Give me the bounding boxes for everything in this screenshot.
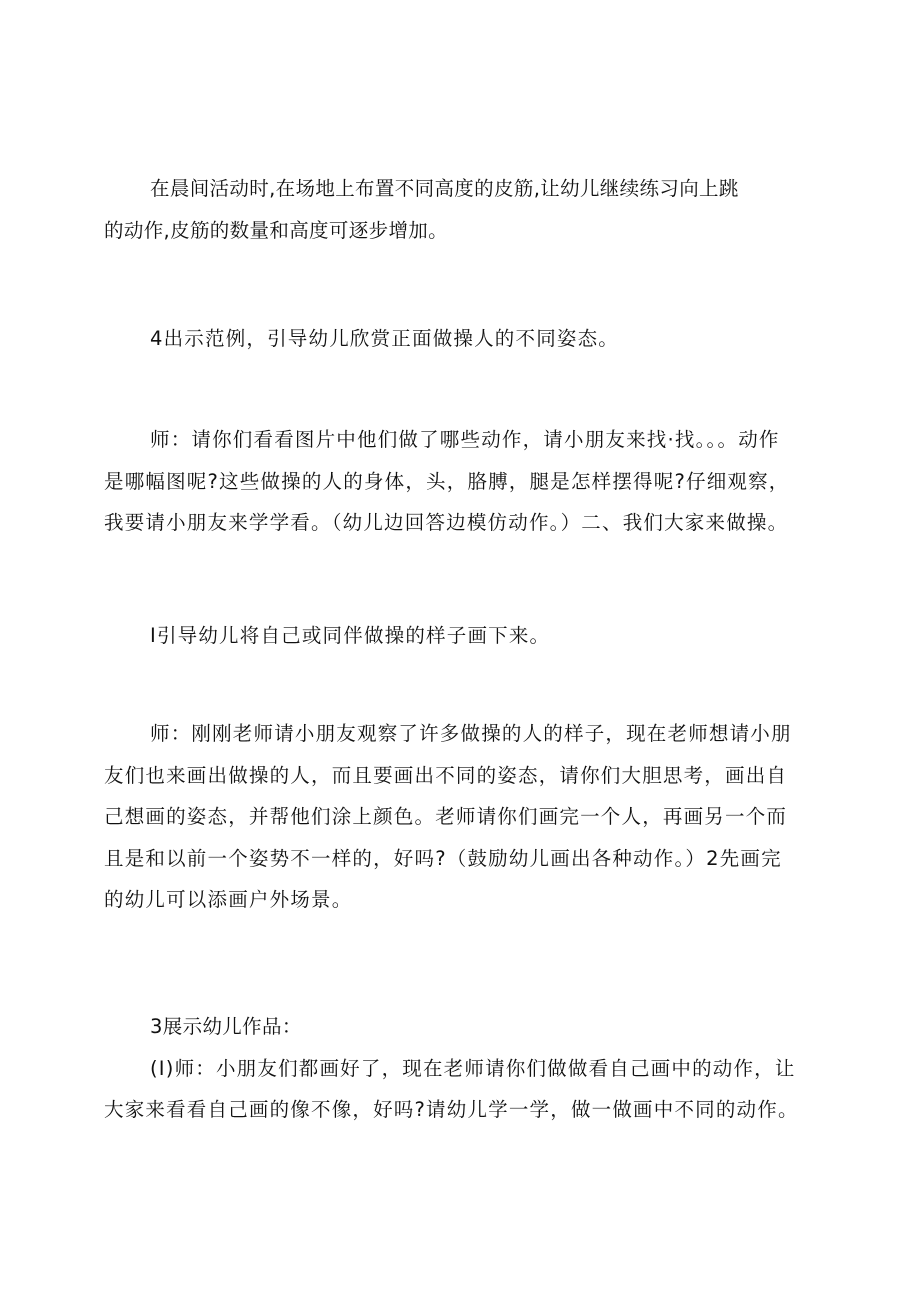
paragraph-morning-activity [104, 168, 822, 251]
text-line: 且是和以前一个姿势不一样的，好吗?（鼓励幼儿画出各种动作。）2先画完 [104, 846, 782, 870]
paragraph-step-1-draw [104, 615, 822, 657]
text-line: 是哪幅图呢?这些做操的人的身体，头，胳膊，腿是怎样摆得呢?仔细观察， [104, 469, 790, 493]
text-line: (I)师：小朋友们都画好了，现在老师请你们做做看自己画中的动作，让 [150, 1056, 796, 1080]
text-line: 的动作,皮筋的数量和高度可逐步增加。 [104, 218, 448, 242]
paragraph-teacher-draw-instructions [104, 713, 822, 921]
paragraph-teacher-look-at-pictures [104, 419, 822, 544]
text-line: 3展示幼儿作品： [150, 1015, 302, 1038]
text-line: 友们也来画出做操的人，而且要画出不同的姿态，请你们大胆思考，画出自 [104, 763, 788, 787]
text-line: 在晨间活动时,在场地上布置不同高度的皮筋,让幼儿继续练习向上跳 [150, 177, 739, 200]
paragraph-step-4-show-examples [104, 318, 822, 360]
text-line: 己想画的姿态，并帮他们涂上颜色。老师请你们画完一个人，再画另一个而 [104, 805, 788, 828]
text-line: 大家来看看自己画的像不像，好吗?请幼儿学一学，做一做画中不同的动作。 [104, 1098, 799, 1121]
paragraph-step-3-show-works [104, 1006, 822, 1131]
text-line: I引导幼儿将自己或同伴做操的样子画下来。 [150, 624, 551, 647]
text-line: 4出示范例，引导幼儿欣赏正面做操人的不同姿态。 [150, 327, 620, 350]
text-line: 师：刚刚老师请小朋友观察了许多做操的人的样子，现在老师想请小朋 [150, 722, 792, 745]
text-line: 我要请小朋友来学学看。（幼儿边回答边模仿动作。）二、我们大家来做操。 [104, 511, 789, 534]
text-line: 的幼儿可以添画户外场景。 [104, 888, 353, 911]
text-line: 师：请你们看看图片中他们做了哪些动作，请小朋友来找·找。。。动作 [150, 428, 780, 451]
